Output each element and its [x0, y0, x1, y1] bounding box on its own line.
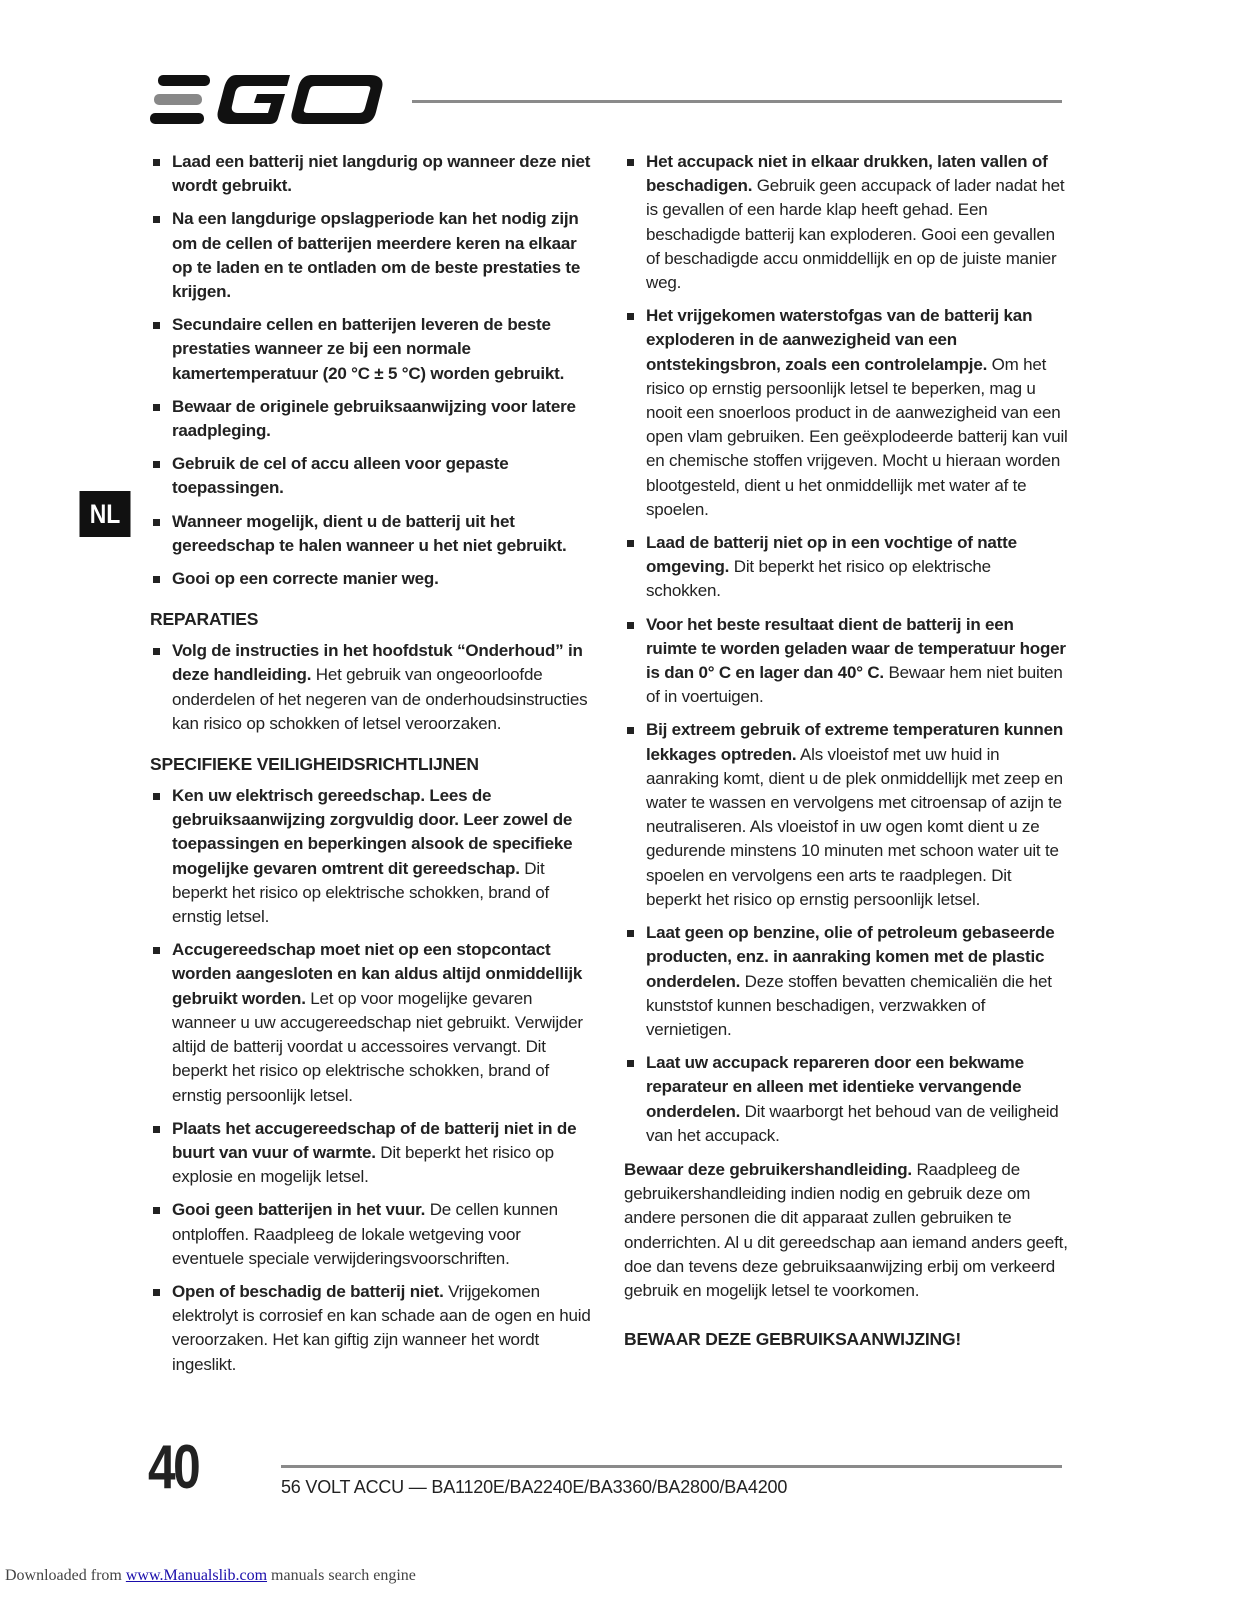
square-bullet-icon [153, 947, 160, 954]
download-suffix: manuals search engine [267, 1567, 416, 1584]
list-item-bold-text: Het accupack niet in elkaar drukken, laten vallen of beschadigen. [646, 152, 1048, 196]
square-bullet-icon [627, 622, 634, 629]
square-bullet-icon [153, 404, 160, 411]
list-item-bold-text: Gooi geen batterijen in het vuur. [172, 1200, 426, 1220]
list-item [150, 938, 595, 1107]
list-item [150, 510, 595, 558]
square-bullet-icon [627, 313, 634, 320]
list-item-text: Dit beperkt het risico op elektrische schokken, brand of ernstig letsel. [172, 858, 550, 927]
page-number: 40 [148, 1433, 199, 1502]
list-item-bold-text: Secundaire cellen en batterijen leveren de beste prestaties wanneer ze bij een normale kamertemperatuur (20 °C ± 5 °C) worden gebruikt. [172, 315, 565, 383]
list-item-bold-text: Open of beschadig de batterij niet. [172, 1281, 444, 1301]
list-item-bold-text: Na een langdurige opslagperiode kan het nodig zijn om de cellen of batterijen meerdere keren na elkaar op te laden en te ontladen om de beste prestaties te krijgen. [172, 209, 581, 302]
list-item [624, 1051, 1069, 1148]
square-bullet-icon [153, 1207, 160, 1214]
list-item-text: Het gebruik van ongeoorloofde onderdelen of het negeren van de onderhoudsinstructies kan risico op schokken of letsel veroorzaken. [172, 665, 588, 733]
header-rule [412, 100, 1062, 103]
list-item-text: Dit beperkt het risico op elektrische schokken. [646, 557, 991, 601]
ego-logo [150, 72, 386, 128]
list-item [150, 1198, 595, 1271]
square-bullet-icon [153, 648, 160, 655]
list-item [624, 718, 1069, 912]
square-bullet-icon [627, 540, 634, 547]
list-item [624, 613, 1069, 710]
square-bullet-icon [153, 1126, 160, 1133]
list-item [150, 1280, 595, 1377]
list-item [150, 452, 595, 500]
safety-list-repairs [150, 639, 595, 736]
list-item [624, 921, 1069, 1042]
square-bullet-icon [153, 1289, 160, 1296]
list-item-text: Deze stoffen bevatten chemicaliën die het kunststof kunnen beschadigen, verzwakken of vernietigen. [646, 971, 1052, 1039]
square-bullet-icon [153, 793, 160, 800]
safety-list-general [150, 150, 595, 591]
list-item-text: Als vloeistof met uw huid in aanraking komt, dient u de plek onmiddellijk met zeep en water te wassen en vervolgens met citroensap of azijn te neutraliseren. Als vloeistof in uw ogen komt dient u ze gedurende minstens 10 minuten met schoon water uit te spoelen en vervolgens een arts te raadplegen. Dit beperkt het risico op ernstig persoonlijk letsel. [646, 744, 1063, 909]
list-item-bold-text: Bij extreem gebruik of extreme temperaturen kunnen lekkages optreden. [646, 720, 1064, 764]
list-item-bold-text: Gooi op een correcte manier weg. [172, 569, 439, 589]
list-item [624, 150, 1069, 295]
square-bullet-icon [627, 930, 634, 937]
list-item [150, 567, 595, 591]
list-item-bold-text: Gebruik de cel of accu alleen voor gepaste toepassingen. [172, 454, 509, 498]
closing-instruction: BEWAAR DEZE GEBRUIKSAANWIJZING! [624, 1329, 961, 1350]
list-item [150, 639, 595, 736]
download-source-line [5, 1566, 416, 1586]
safety-list-specific [150, 784, 595, 1377]
list-item-bold-text: Ken uw elektrisch gereedschap. Lees de gebruiksaanwijzing zorgvuldig door. Leer zowel de toepassingen en beperkingen alsook de specifieke mogelijke gevaren omtrent dit gereedschap. [172, 786, 573, 878]
list-item [150, 150, 595, 198]
list-item-bold-text: Laad een batterij niet langdurig op wanneer deze niet wordt gebruikt. [172, 152, 591, 196]
list-item-bold-text: Laat uw accupack repareren door een bekwame reparateur en alleen met identieke vervangende onderdelen. [646, 1053, 1024, 1121]
list-item-bold-text: Plaats het accugereedschap of de batterij niet in de buurt van vuur of warmte. [172, 1118, 577, 1162]
list-item-bold-text: Laad de batterij niet op in een vochtige of natte omgeving. [646, 533, 1017, 577]
list-item-text: Gebruik geen accupack of lader nadat het is gevallen of een harde klap heeft gehad. Een beschadigde batterij kan exploderen. Gooi een gevallen of beschadigde accu onmiddellijk en op de juiste manier weg. [646, 176, 1065, 293]
square-bullet-icon [627, 1060, 634, 1067]
footer-product-title: 56 VOLT ACCU — BA1120E/BA2240E/BA3360/BA2800/BA4200 [281, 1477, 788, 1497]
right-column [624, 150, 1069, 1351]
safety-list-battery [624, 150, 1069, 1148]
list-item [150, 784, 595, 929]
square-bullet-icon [153, 461, 160, 468]
list-item-text: Let op voor mogelijke gevaren wanneer u uw accugereedschap niet gebruikt. Verwijder altijd de batterij voordat u accessoires vervangt. Dit beperkt het risico op elektrische schokken, brand of ernstig persoonlijk letsel. [172, 988, 583, 1105]
list-item-bold-text: Laat geen op benzine, olie of petroleum gebaseerde producten, enz. in aanraking komen met de plastic onderdelen. [646, 923, 1055, 991]
square-bullet-icon [153, 519, 160, 526]
list-item [150, 1117, 595, 1190]
save-manual-note-text: Raadpleeg de gebruikershandleiding indien nodig en gebruik deze om andere personen die dit apparaat zullen gebruiken te onderrichten. Al u dit gereedschap aan iemand anders geeft, doe dan tevens deze gebruiksaanwijzing erbij om verkeerd gebruik en mogelijk letsel te voorkomen. [624, 1159, 1068, 1300]
list-item-text: Bewaar hem niet buiten of in voertuigen. [646, 663, 1063, 707]
square-bullet-icon [153, 216, 160, 223]
language-tab: NL [80, 491, 131, 537]
list-item-text: Vrijgekomen elektrolyt is corrosief en kan schade aan de ogen en huid veroorzaken. Het kan giftig zijn wanneer het wordt ingeslikt. [172, 1281, 591, 1374]
list-item-bold-text: Wanneer mogelijk, dient u de batterij uit het gereedschap te halen wanneer u het niet gebruikt. [172, 511, 567, 555]
square-bullet-icon [153, 159, 160, 166]
list-item-bold-text: Accugereedschap moet niet op een stopcontact worden aangesloten en kan aldus altijd onmiddellijk gebruikt worden. [172, 940, 583, 1008]
footer-rule [281, 1465, 1062, 1468]
list-item [150, 313, 595, 386]
list-item [624, 531, 1069, 604]
list-item [624, 304, 1069, 522]
save-manual-note-bold: Bewaar deze gebruikershandleiding. [624, 1159, 912, 1179]
list-item-bold-text: Voor het beste resultaat dient de batterij in een ruimte te worden geladen waar de temperatuur hoger is dan 0° C en lager dan 40° C. [646, 614, 1066, 683]
square-bullet-icon [627, 159, 634, 166]
list-item-bold-text: Volg de instructies in het hoofdstuk “Onderhoud” in deze handleiding. [172, 641, 583, 685]
heading-repairs: REPARATIES [150, 609, 259, 630]
list-item-text: Dit waarborgt het behoud van de veiligheid van het accupack. [646, 1101, 1059, 1145]
manualslib-link[interactable]: www.Manualslib.com [125, 1567, 268, 1584]
square-bullet-icon [627, 727, 634, 734]
square-bullet-icon [153, 576, 160, 583]
download-prefix: Downloaded from [5, 1567, 126, 1584]
heading-specific-safety: SPECIFIEKE VEILIGHEIDSRICHTLIJNEN [150, 754, 479, 775]
list-item-bold-text: Bewaar de originele gebruiksaanwijzing voor latere raadpleging. [172, 396, 576, 441]
left-column [150, 150, 595, 1386]
save-manual-note [624, 1158, 1069, 1303]
list-item-text: Om het risico op ernstig persoonlijk letsel te beperken, mag u nooit een snoerloos product in de aanwezigheid van een open vlam gebruiken. Een geëxplodeerde batterij kan vuil en chemische stoffen vrijgeven. Mocht u hieraan worden blootgesteld, dient u het onmiddellijk met water af te spoelen. [646, 354, 1068, 519]
list-item-text: Dit beperkt het risico op explosie en mogelijk letsel. [172, 1142, 554, 1187]
list-item [150, 207, 595, 304]
square-bullet-icon [153, 322, 160, 329]
list-item-text: De cellen kunnen ontploffen. Raadpleeg de lokale wetgeving voor eventuele speciale verwijderingsvoorschriften. [172, 1200, 558, 1268]
list-item [150, 395, 595, 443]
list-item-bold-text: Het vrijgekomen waterstofgas van de batterij kan exploderen in de aanwezigheid van een ontstekingsbron, zoals een controlelampje. [646, 306, 1033, 374]
